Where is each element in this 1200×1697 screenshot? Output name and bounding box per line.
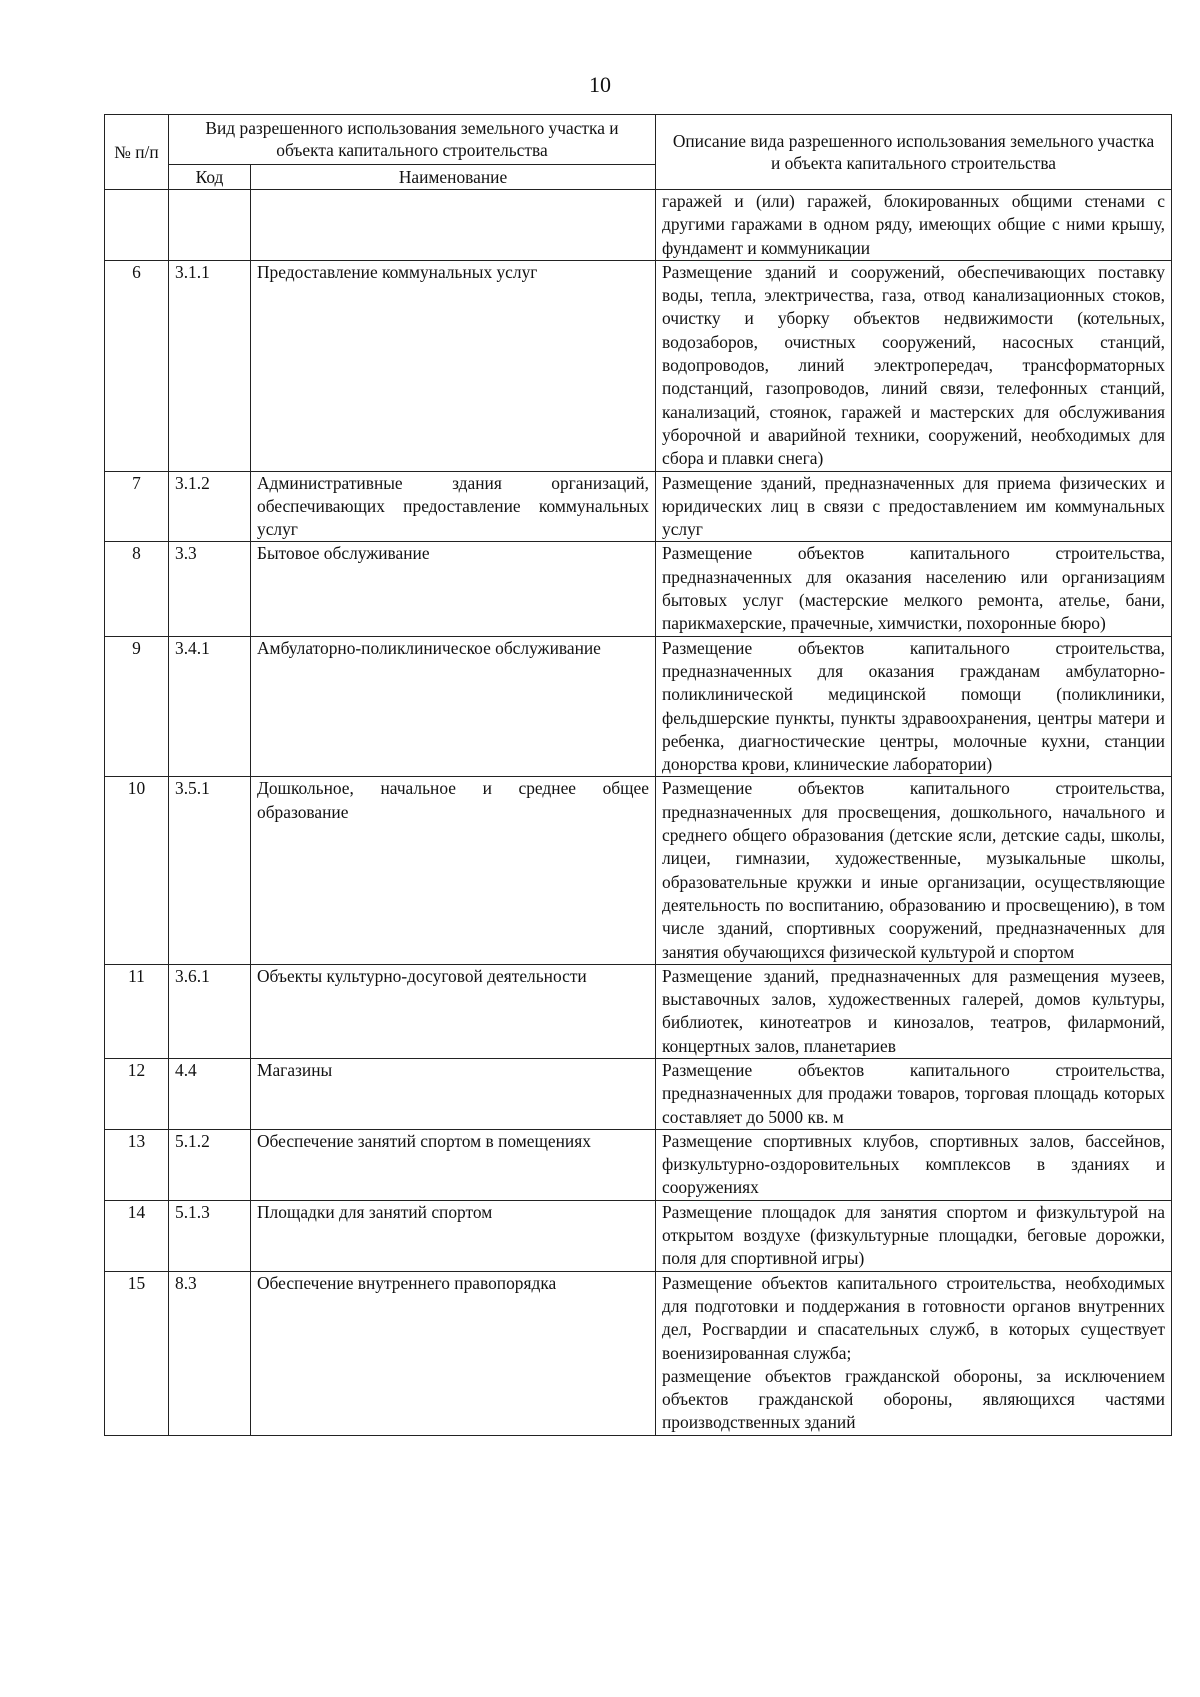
- row-name: Площадки для занятий спортом: [251, 1200, 656, 1271]
- description-paragraph: Размещение зданий и сооружений, обеспечивающих поставку воды, тепла, электричества, газа, отвод канализационных стоков, очистку и уборку объектов недвижимости (котельных, водозаборов, очистных сооружений, насосных станций, водопроводов, линий электропередач, трансформаторных подстанций, газопроводов, линий связи, телефонных станций, канализаций, стоянок, гаражей и мастерских для обслуживания уборочной и аварийной техники, сооружений, необходимых для сбора и плавки снега): [662, 261, 1165, 469]
- row-number: 14: [105, 1200, 169, 1271]
- table-row: [105, 1129, 1172, 1200]
- row-code: 3.1.2: [169, 471, 251, 542]
- row-description: [656, 1200, 1172, 1271]
- row-name: Объекты культурно-досуговой деятельности: [251, 964, 656, 1058]
- header-num: № п/п: [105, 115, 169, 190]
- table-row: [105, 636, 1172, 777]
- row-description: [656, 636, 1172, 777]
- row-description: [656, 1271, 1172, 1435]
- description-paragraph: Размещение объектов капитального строительства, предназначенных для продажи товаров, торговая площадь которых составляет до 5000 кв. м: [662, 1059, 1165, 1127]
- row-description: [656, 777, 1172, 964]
- description-paragraph: гаражей и (или) гаражей, блокированных общими стенами с другими гаражами в одном ряду, имеющих общие с ними крышу, фундамент и коммуникации: [662, 191, 1165, 258]
- description-paragraph: Размещение зданий, предназначенных для приема физических и юридических лиц в связи с предоставлением им коммунальных услуг: [662, 472, 1165, 540]
- row-number: 6: [105, 260, 169, 471]
- row-number: 10: [105, 777, 169, 964]
- row-code: 3.4.1: [169, 636, 251, 777]
- description-paragraph: Размещение объектов капитального строительства, предназначенных для просвещения, дошкольного, начального и среднего общего образования (детские ясли, детские сады, школы, лицеи, гимназии, художественные, музыкальные школы, образовательные кружки и иные организации, осуществляющие деятельность по воспитанию, образованию и просвещению), в том числе зданий, спортивных сооружений, предназначенных для занятия обучающихся физической культурой и спортом: [662, 778, 1165, 962]
- row-code: 4.4: [169, 1058, 251, 1129]
- description-paragraph: Размещение спортивных клубов, спортивных залов, бассейнов, физкультурно-оздоровительных комплексов в зданиях и сооружениях: [662, 1130, 1165, 1198]
- row-code: 8.3: [169, 1271, 251, 1435]
- description-paragraph: Размещение зданий, предназначенных для размещения музеев, выставочных залов, художественных галерей, домов культуры, библиотек, кинотеатров и кинозалов, театров, филармоний, концертных залов, планетариев: [662, 965, 1165, 1056]
- table-row: [105, 471, 1172, 542]
- table-row: [105, 1271, 1172, 1435]
- row-description: [656, 260, 1172, 471]
- row-name: Дошкольное, начальное и среднее общее образование: [251, 777, 656, 964]
- row-code: 3.6.1: [169, 964, 251, 1058]
- table-row: [105, 964, 1172, 1058]
- row-name: Магазины: [251, 1058, 656, 1129]
- description-paragraph: Размещение объектов капитального строительства, предназначенных для оказания гражданам амбулаторно-поликлинической медицинской помощи (поликлиники, фельдшерские пункты, пункты здравоохранения, центры матери и ребенка, диагностические центры, молочные кухни, станции донорства крови, клинические лаборатории): [662, 637, 1165, 775]
- row-description: [656, 471, 1172, 542]
- row-code: 3.5.1: [169, 777, 251, 964]
- table-header: [105, 115, 1172, 190]
- row-number: 11: [105, 964, 169, 1058]
- row-description: [656, 1058, 1172, 1129]
- row-code: 5.1.3: [169, 1200, 251, 1271]
- row-name: Административные здания организаций, обеспечивающих предоставление коммунальных услуг: [251, 471, 656, 542]
- row-name: Амбулаторно-поликлиническое обслуживание: [251, 636, 656, 777]
- row-description: [656, 964, 1172, 1058]
- row-code: 3.3: [169, 542, 251, 636]
- description-paragraph: Размещение объектов капитального строительства, необходимых для подготовки и поддержания в готовности органов внутренних дел, Росгвардии и спасательных служб, в которых существует военизированная служба;: [662, 1272, 1165, 1363]
- row-number: [105, 190, 169, 261]
- row-description: [656, 542, 1172, 636]
- row-number: 9: [105, 636, 169, 777]
- row-number: 8: [105, 542, 169, 636]
- row-name: [251, 190, 656, 261]
- row-name: Обеспечение занятий спортом в помещениях: [251, 1129, 656, 1200]
- row-name: Бытовое обслуживание: [251, 542, 656, 636]
- description-paragraph: Размещение площадок для занятия спортом и физкультурой на открытом воздухе (физкультурные площадки, беговые дорожки, поля для спортивной игры): [662, 1201, 1165, 1269]
- row-description: [656, 1129, 1172, 1200]
- header-code: Код: [169, 164, 251, 189]
- row-number: 12: [105, 1058, 169, 1129]
- header-use-type: Вид разрешенного использования земельного участка и объекта капитального строительства: [169, 115, 656, 165]
- table-body: [105, 190, 1172, 1436]
- row-code: [169, 190, 251, 261]
- row-number: 15: [105, 1271, 169, 1435]
- table-row: [105, 777, 1172, 964]
- row-name: Обеспечение внутреннего правопорядка: [251, 1271, 656, 1435]
- table-row: [105, 1200, 1172, 1271]
- table-row: [105, 1058, 1172, 1129]
- header-description: Описание вида разрешенного использования земельного участка и объекта капитального строительства: [656, 115, 1172, 190]
- row-number: 13: [105, 1129, 169, 1200]
- row-code: 3.1.1: [169, 260, 251, 471]
- land-use-table: [104, 114, 1172, 1436]
- row-description: [656, 190, 1172, 261]
- table-row: [105, 190, 1172, 261]
- description-paragraph: размещение объектов гражданской обороны, за исключением объектов гражданской обороны, являющихся частями производственных зданий: [662, 1365, 1165, 1433]
- description-paragraph: Размещение объектов капитального строительства, предназначенных для оказания населению или организациям бытовых услуг (мастерские мелкого ремонта, ателье, бани, парикмахерские, прачечные, химчистки, похоронные бюро): [662, 543, 1165, 634]
- row-code: 5.1.2: [169, 1129, 251, 1200]
- page-number: 10: [589, 72, 611, 97]
- row-name: Предоставление коммунальных услуг: [251, 260, 656, 471]
- header-name: Наименование: [251, 164, 656, 189]
- table-row: [105, 542, 1172, 636]
- table-row: [105, 260, 1172, 471]
- row-number: 7: [105, 471, 169, 542]
